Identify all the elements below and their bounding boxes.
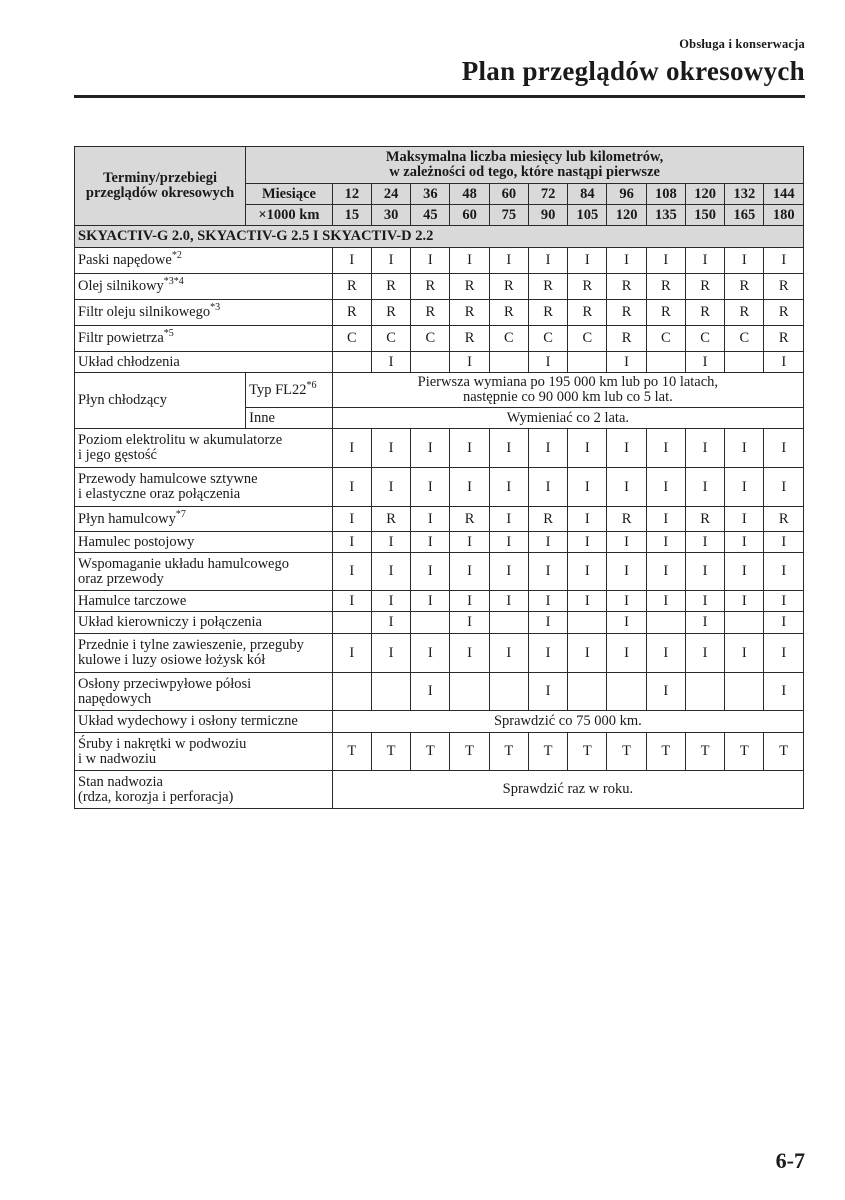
interval-action: I [646, 248, 685, 274]
km-value: 105 [568, 205, 607, 226]
months-value: 132 [725, 184, 764, 205]
body-instruction: Sprawdzić raz w roku. [332, 771, 803, 809]
table-row [75, 771, 804, 809]
footnote-ref: *6 [306, 379, 317, 391]
interval-action: I [685, 248, 724, 274]
interval-action: R [685, 507, 724, 532]
row-label: Filtr powietrza [78, 330, 164, 346]
footnote-ref: *5 [163, 328, 174, 340]
interval-action: T [332, 733, 371, 771]
interval-action: R [489, 300, 528, 326]
interval-action: I [528, 532, 567, 553]
interval-action: I [450, 248, 489, 274]
km-value: 15 [332, 205, 371, 226]
interval-action: I [332, 532, 371, 553]
interval-action: T [411, 733, 450, 771]
interval-action: C [646, 326, 685, 352]
interval-action: R [646, 300, 685, 326]
interval-action: I [607, 429, 646, 468]
interval-action: R [450, 274, 489, 300]
interval-action: I [568, 591, 607, 612]
interval-action: R [764, 300, 804, 326]
interval-action: T [685, 733, 724, 771]
footnote-ref: *3*4 [163, 276, 184, 288]
km-value: 165 [725, 205, 764, 226]
footnote-ref: *2 [171, 250, 182, 262]
interval-action: I [450, 634, 489, 673]
km-value: 150 [685, 205, 724, 226]
interval-action: R [332, 274, 371, 300]
months-value: 108 [646, 184, 685, 205]
interval-action: I [371, 429, 410, 468]
interval-action: I [646, 673, 685, 711]
interval-action: I [371, 612, 410, 634]
row-label: Stan nadwozia [78, 773, 163, 790]
page-title: Plan przeglądów okresowych [461, 56, 805, 86]
maintenance-schedule-table [74, 146, 804, 809]
interval-action: I [450, 612, 489, 634]
interval-action [568, 612, 607, 634]
km-value: 60 [450, 205, 489, 226]
interval-action: I [607, 352, 646, 373]
interval-action: I [725, 591, 764, 612]
interval-action: I [646, 591, 685, 612]
interval-action [568, 352, 607, 373]
table-row [75, 429, 804, 468]
row-label: Przednie i tylne zawieszenie, przeguby [78, 637, 304, 653]
km-value: 45 [411, 205, 450, 226]
interval-action: I [450, 591, 489, 612]
interval-action: R [764, 507, 804, 532]
interval-action: I [411, 429, 450, 468]
table-row [75, 326, 804, 352]
interval-action: I [607, 591, 646, 612]
interval-action: I [764, 673, 804, 711]
interval-action: C [725, 326, 764, 352]
row-label: Paski napędowe [78, 252, 172, 268]
interval-action: I [764, 553, 804, 591]
interval-action [371, 673, 410, 711]
row-label-cell [75, 673, 333, 711]
title-rule [74, 95, 805, 98]
km-value: 120 [607, 205, 646, 226]
interval-action: C [528, 326, 567, 352]
interval-action: I [528, 591, 567, 612]
interval-action: I [685, 634, 724, 673]
interval-action [332, 352, 371, 373]
months-value: 24 [371, 184, 410, 205]
row-label: Poziom elektrolitu w akumulatorze [78, 432, 283, 448]
row-label-cell [75, 468, 333, 507]
row-label: Olej silnikowy [78, 278, 164, 294]
interval-action: I [528, 612, 567, 634]
interval-action: I [685, 429, 724, 468]
interval-action: I [489, 429, 528, 468]
interval-action [725, 673, 764, 711]
interval-action: I [450, 468, 489, 507]
coolant-fl22-line2: następnie co 90 000 km lub co 5 lat. [462, 389, 673, 405]
interval-action: I [764, 634, 804, 673]
interval-header-line1: Maksymalna liczba miesięcy lub kilometrów, [385, 149, 664, 165]
row-label: Śruby i nakrętki w podwoziu [78, 735, 247, 752]
interval-action: I [371, 248, 410, 274]
table-row [75, 711, 804, 733]
row-label-line2: napędowych [78, 690, 152, 707]
interval-action [450, 673, 489, 711]
months-value: 48 [450, 184, 489, 205]
interval-action: R [528, 507, 567, 532]
interval-action: R [646, 274, 685, 300]
interval-action: I [725, 468, 764, 507]
row-label: Płyn hamulcowy [78, 510, 176, 527]
interval-action: I [332, 507, 371, 532]
row-label: Wspomaganie układu hamulcowego [78, 555, 289, 572]
table-row [75, 274, 804, 300]
interval-action: I [332, 248, 371, 274]
interval-action: T [725, 733, 764, 771]
interval-header-cell [246, 147, 804, 184]
interval-action [725, 612, 764, 634]
interval-action: I [646, 553, 685, 591]
interval-action: I [411, 591, 450, 612]
interval-action: I [332, 468, 371, 507]
interval-action [646, 352, 685, 373]
coolant-fl22-line1: Pierwsza wymiana po 195 000 km lub po 10 latach, [417, 374, 719, 390]
interval-action [725, 352, 764, 373]
interval-action [411, 352, 450, 373]
interval-action: C [332, 326, 371, 352]
interval-action: I [607, 634, 646, 673]
interval-action [607, 673, 646, 711]
interval-action: I [685, 352, 724, 373]
km-value: 180 [764, 205, 804, 226]
interval-action: I [489, 507, 528, 532]
interval-action: I [332, 429, 371, 468]
interval-action: I [646, 468, 685, 507]
km-label: ×1000 km [246, 205, 333, 226]
interval-action: I [450, 429, 489, 468]
interval-action: I [725, 248, 764, 274]
corner-label: Terminy/przebiegi przeglądów okresowych [85, 170, 235, 201]
km-value: 75 [489, 205, 528, 226]
row-label: Hamulec postojowy [78, 533, 195, 550]
interval-action [489, 352, 528, 373]
interval-action: I [371, 532, 410, 553]
row-label-cell [75, 248, 333, 274]
table-row [75, 373, 804, 408]
coolant-other-instruction: Wymieniać co 2 lata. [332, 408, 803, 429]
interval-action: C [411, 326, 450, 352]
footnote-ref: *3 [210, 302, 221, 314]
interval-action: R [607, 274, 646, 300]
interval-action: I [568, 507, 607, 532]
row-label-line2: oraz przewody [78, 570, 164, 587]
interval-action [646, 612, 685, 634]
interval-action: R [685, 300, 724, 326]
interval-action: I [685, 468, 724, 507]
interval-action [489, 673, 528, 711]
interval-action: R [411, 274, 450, 300]
interval-action [332, 612, 371, 634]
interval-action: I [568, 429, 607, 468]
interval-action: I [646, 634, 685, 673]
interval-action: I [411, 673, 450, 711]
interval-action: I [411, 468, 450, 507]
interval-action: I [607, 553, 646, 591]
interval-action: T [528, 733, 567, 771]
interval-action: T [371, 733, 410, 771]
row-label-cell [75, 352, 333, 373]
interval-action: I [764, 352, 804, 373]
interval-action: R [725, 274, 764, 300]
interval-action: I [450, 532, 489, 553]
interval-action: C [371, 326, 410, 352]
table-row [75, 612, 804, 634]
section-label: Obsługa i konserwacja [679, 37, 805, 51]
table-row [75, 300, 804, 326]
months-value: 120 [685, 184, 724, 205]
months-value: 60 [489, 184, 528, 205]
interval-action: R [607, 300, 646, 326]
interval-action: I [685, 553, 724, 591]
interval-action: I [685, 591, 724, 612]
months-value: 72 [528, 184, 567, 205]
interval-action: C [685, 326, 724, 352]
table-row [75, 591, 804, 612]
months-value: 96 [607, 184, 646, 205]
interval-action: R [411, 300, 450, 326]
interval-action: I [528, 673, 567, 711]
coolant-type-other: Inne [246, 408, 333, 429]
interval-action: T [489, 733, 528, 771]
row-label-cell [75, 612, 333, 634]
interval-action: I [528, 248, 567, 274]
interval-action: I [528, 468, 567, 507]
table-row [75, 507, 804, 532]
row-label-cell [75, 733, 333, 771]
interval-action: I [332, 634, 371, 673]
row-label-line2: (rdza, korozja i perforacja) [78, 788, 234, 805]
row-label: Układ chłodzenia [78, 353, 180, 370]
km-value: 90 [528, 205, 567, 226]
months-value: 36 [411, 184, 450, 205]
km-value: 30 [371, 205, 410, 226]
coolant-fl22-instruction [332, 373, 803, 408]
interval-action: I [764, 612, 804, 634]
interval-header-line2: w zależności od tego, które nastąpi pierwsze [389, 164, 660, 180]
interval-action: I [371, 634, 410, 673]
interval-action: R [725, 300, 764, 326]
row-label-line2: i elastyczne oraz połączenia [78, 486, 241, 502]
table-row [75, 634, 804, 673]
corner-label-cell [75, 147, 246, 226]
interval-action [489, 612, 528, 634]
interval-action: I [489, 468, 528, 507]
interval-action: I [332, 553, 371, 591]
row-label-cell [75, 300, 333, 326]
months-value: 144 [764, 184, 804, 205]
interval-action: R [568, 274, 607, 300]
interval-action: I [411, 507, 450, 532]
row-label-cell [75, 429, 333, 468]
interval-action: I [646, 532, 685, 553]
interval-action: I [371, 352, 410, 373]
interval-action: R [489, 274, 528, 300]
row-label-line2: i w nadwoziu [78, 750, 157, 767]
interval-action: T [646, 733, 685, 771]
interval-action: R [450, 300, 489, 326]
interval-action: R [607, 507, 646, 532]
row-label: Osłony przeciwpyłowe półosi [78, 675, 252, 692]
coolant-label: Płyn chłodzący [75, 373, 246, 429]
row-label-cell [75, 274, 333, 300]
interval-action: R [764, 274, 804, 300]
interval-action: I [489, 248, 528, 274]
row-label-cell [75, 771, 333, 809]
interval-action: R [764, 326, 804, 352]
interval-action: R [528, 274, 567, 300]
table-row [75, 468, 804, 507]
interval-action: R [607, 326, 646, 352]
interval-action: I [764, 429, 804, 468]
interval-action: R [528, 300, 567, 326]
interval-action: I [685, 612, 724, 634]
interval-action: T [764, 733, 804, 771]
interval-action: I [607, 612, 646, 634]
coolant-type-fl22: Typ FL22 [249, 381, 307, 398]
row-label: Układ wydechowy i osłony termiczne [75, 711, 333, 733]
row-label-line2: kulowe i luzy osiowe łożysk kół [78, 652, 266, 668]
interval-action: I [450, 553, 489, 591]
interval-action: I [528, 429, 567, 468]
interval-action: I [764, 591, 804, 612]
interval-action: I [332, 591, 371, 612]
row-label-cell [75, 532, 333, 553]
interval-action: I [411, 553, 450, 591]
interval-action: T [607, 733, 646, 771]
interval-action: R [371, 274, 410, 300]
interval-action: I [568, 634, 607, 673]
months-label: Miesiące [246, 184, 333, 205]
interval-action: I [371, 468, 410, 507]
interval-action: R [450, 507, 489, 532]
row-label-cell [75, 553, 333, 591]
interval-action: I [646, 507, 685, 532]
interval-action: I [568, 248, 607, 274]
interval-action: I [411, 248, 450, 274]
interval-action [332, 673, 371, 711]
interval-action: I [568, 468, 607, 507]
row-label-cell [75, 326, 333, 352]
row-label: Filtr oleju silnikowego [78, 304, 211, 320]
table-row [75, 352, 804, 373]
interval-action: I [489, 634, 528, 673]
interval-action: R [450, 326, 489, 352]
interval-action: C [568, 326, 607, 352]
interval-action: I [489, 591, 528, 612]
interval-action: I [725, 553, 764, 591]
interval-action [411, 612, 450, 634]
page-number: 6-7 [775, 1148, 805, 1173]
interval-action: I [725, 532, 764, 553]
interval-action: I [411, 634, 450, 673]
interval-action: I [764, 468, 804, 507]
km-value: 135 [646, 205, 685, 226]
row-label-cell [75, 507, 333, 532]
interval-action: I [725, 507, 764, 532]
interval-action [568, 673, 607, 711]
interval-action: R [371, 300, 410, 326]
table-row [75, 553, 804, 591]
interval-action: I [489, 532, 528, 553]
interval-action: I [725, 634, 764, 673]
interval-action: I [764, 532, 804, 553]
table-row [75, 532, 804, 553]
interval-action: I [528, 553, 567, 591]
interval-action: I [725, 429, 764, 468]
interval-action: R [371, 507, 410, 532]
interval-action: I [568, 532, 607, 553]
interval-action: I [528, 352, 567, 373]
row-label: Hamulce tarczowe [78, 592, 187, 609]
footnote-ref: *7 [175, 508, 186, 520]
row-label-line2: i jego gęstość [78, 447, 157, 463]
row-label-cell [75, 634, 333, 673]
interval-action [685, 673, 724, 711]
exhaust-instruction: Sprawdzić co 75 000 km. [332, 711, 803, 733]
engine-group-label: SKYACTIV-G 2.0, SKYACTIV-G 2.5 I SKYACTIV-D 2.2 [75, 226, 804, 248]
interval-action: C [489, 326, 528, 352]
interval-action: I [568, 553, 607, 591]
row-label-cell [75, 591, 333, 612]
interval-action: T [568, 733, 607, 771]
row-label: Układ kierowniczy i połączenia [78, 614, 262, 630]
interval-action: I [411, 532, 450, 553]
interval-action: I [607, 248, 646, 274]
interval-action: R [568, 300, 607, 326]
interval-action: I [528, 634, 567, 673]
coolant-type-fl22-cell [246, 373, 333, 408]
interval-action: R [685, 274, 724, 300]
interval-action: I [489, 553, 528, 591]
months-value: 84 [568, 184, 607, 205]
table-row [75, 673, 804, 711]
interval-action: R [332, 300, 371, 326]
interval-action: I [371, 553, 410, 591]
months-value: 12 [332, 184, 371, 205]
interval-action: I [764, 248, 804, 274]
interval-action: I [685, 532, 724, 553]
interval-action: I [371, 591, 410, 612]
interval-action: I [450, 352, 489, 373]
table-row [75, 733, 804, 771]
table-row [75, 248, 804, 274]
row-label: Przewody hamulcowe sztywne [78, 471, 258, 487]
interval-action: I [607, 532, 646, 553]
interval-action: T [450, 733, 489, 771]
interval-action: I [646, 429, 685, 468]
interval-action: I [607, 468, 646, 507]
